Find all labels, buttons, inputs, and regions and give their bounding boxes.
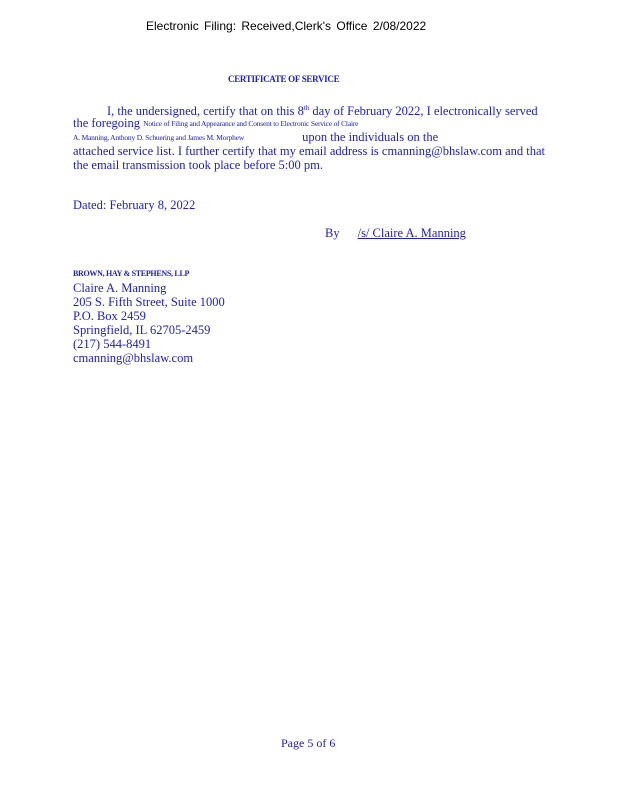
city-state-zip: Springfield, IL 62705-2459	[73, 323, 211, 337]
firm-name: BROWN, HAY & STEPHENS, LLP	[73, 269, 190, 278]
certificate-line-5: the email transmission took place before 5:00 pm.	[73, 158, 323, 172]
certificate-title: CERTIFICATE OF SERVICE	[228, 74, 340, 84]
certificate-line-2-a: the foregoing	[73, 116, 144, 130]
documents-served-title: Notice of Filing and Appearance and Consent to Electronic Service of Claire	[143, 119, 359, 128]
certificate-line-1-b: day of February 2022, I electronically served	[309, 104, 538, 118]
attorney-name: Claire A. Manning	[73, 281, 167, 295]
certificate-line-4: attached service list. I further certify that my email address is cmanning@bhslaw.com and that	[73, 144, 546, 158]
electronic-signature: /s/ Claire A. Manning	[357, 226, 466, 240]
email-address: cmanning@bhslaw.com	[73, 351, 194, 365]
street-address: 205 S. Fifth Street, Suite 1000	[73, 295, 225, 309]
page-number-footer: Page 5 of 6	[281, 736, 336, 750]
documents-served-names: A. Manning, Anthony D. Schuering and James M. Morphew	[73, 133, 245, 142]
certificate-line-3-b: upon the individuals on the	[302, 130, 439, 144]
signature-block	[325, 226, 502, 241]
signature-by-label: By	[325, 226, 340, 240]
certificate-line-2	[73, 116, 358, 131]
phone-number: (217) 544-8491	[73, 337, 152, 351]
ordinal-suffix: th	[303, 104, 310, 112]
certificate-line-1-a: I, the undersigned, certify that on this 8	[107, 104, 304, 118]
certificate-line-3	[73, 130, 438, 145]
po-box: P.O. Box 2459	[73, 309, 146, 323]
filing-stamp-header: Electronic Filing: Received,Clerk's Office 2/08/2022	[146, 19, 427, 33]
dated-line: Dated: February 8, 2022	[73, 198, 196, 212]
